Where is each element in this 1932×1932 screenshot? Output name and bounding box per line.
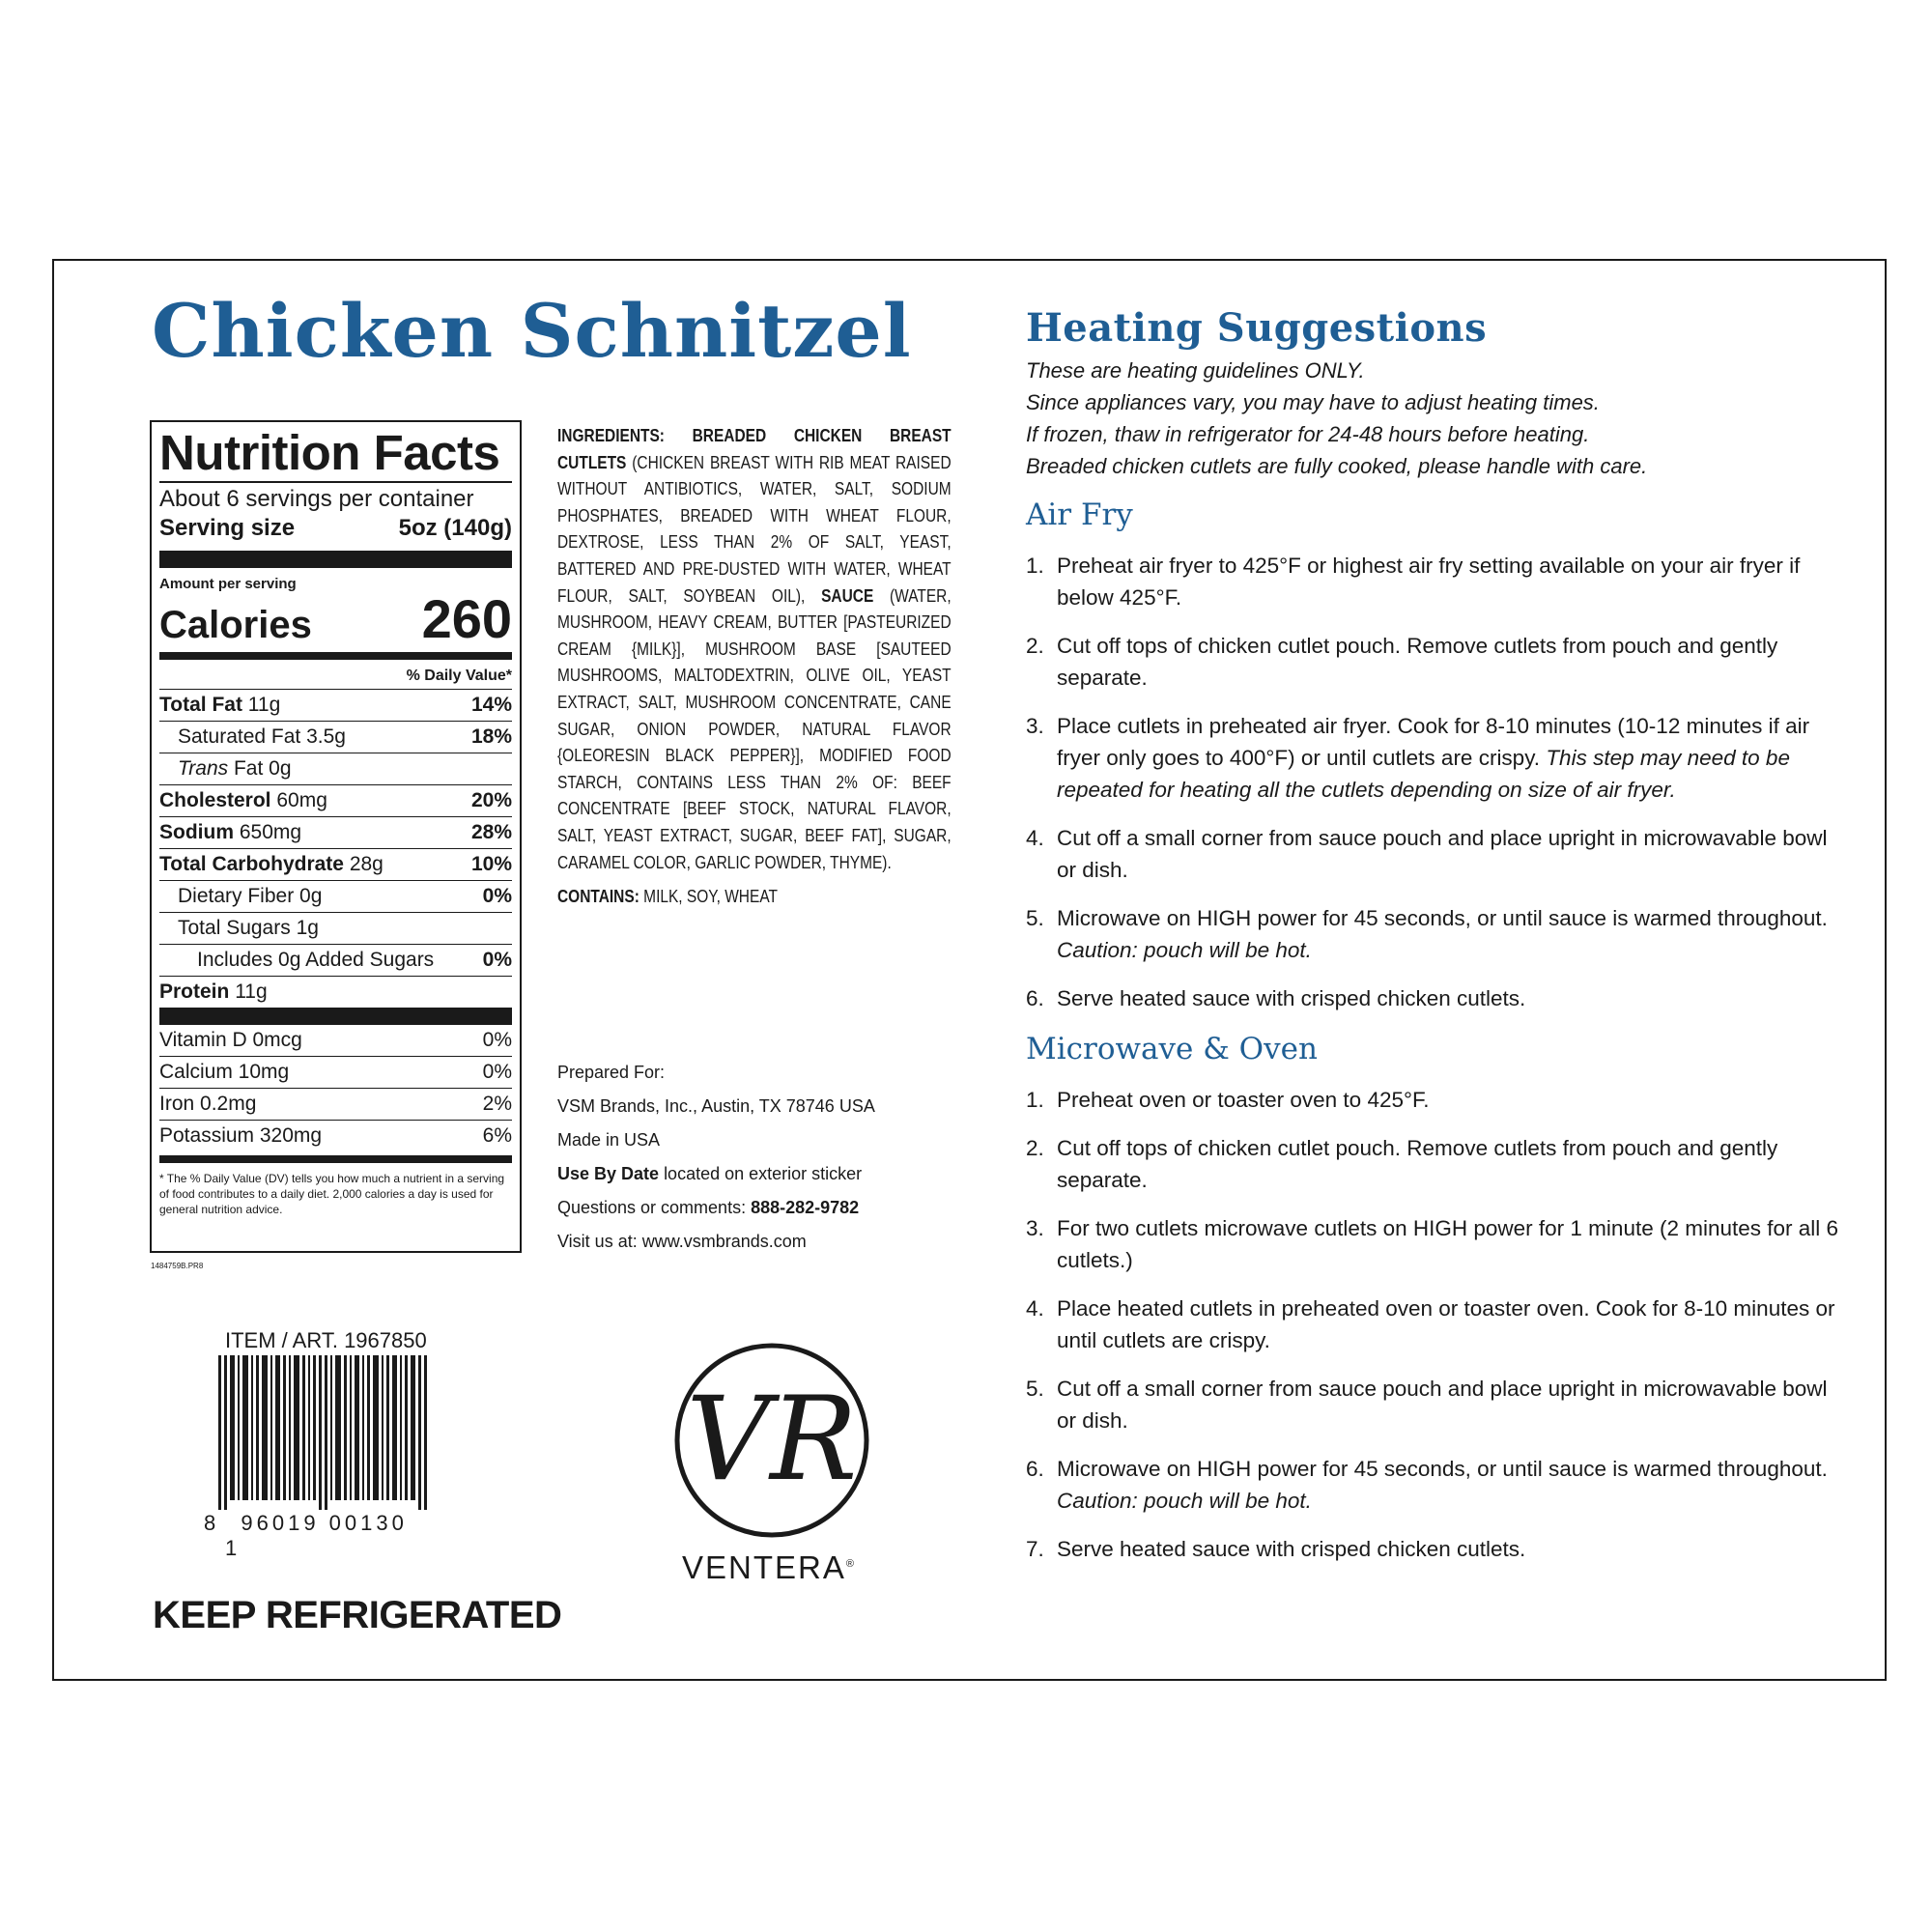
package-panel (52, 259, 1887, 1681)
nutrient-dv: 0% (482, 885, 512, 907)
step-number: 2. (1026, 1136, 1044, 1160)
air-fry-title: Air Fry (1026, 497, 1133, 532)
barcode-digits-middle: 96019 00130 (241, 1511, 408, 1535)
step-number: 3. (1026, 714, 1044, 738)
step-text: Preheat air fryer to 425°F or highest air fry setting available on your air fryer if below 425°F. (1057, 554, 1801, 610)
registered-mark: ® (845, 1558, 856, 1570)
nutrient-dv: 18% (470, 725, 512, 748)
step-number: 6. (1026, 1457, 1044, 1481)
prepared-for: Prepared For: (557, 1063, 666, 1082)
barcode-icon (218, 1355, 431, 1510)
step-text: Microwave on HIGH power for 45 seconds, or until sauce is warmed throughout. (1057, 1457, 1828, 1481)
ingredients-text (557, 423, 952, 876)
nutrient-row (159, 753, 512, 784)
step-number: 7. (1026, 1537, 1044, 1561)
nutrient-row (159, 976, 512, 1008)
nutrient-dv: 10% (470, 853, 512, 875)
vitamin-label: Calcium 10mg (159, 1061, 290, 1083)
nutrient-row (159, 880, 512, 912)
step-text: Place cutlets in preheated air fryer. Cook for 8-10 minutes (10-12 minutes if air fryer only goes to 400°F) or until cutlets are crispy. (1057, 714, 1810, 770)
nutrient-amount: 1g (296, 917, 319, 939)
divider-thick (159, 551, 512, 568)
list-item (1026, 1453, 1847, 1517)
vitamin-dv: 0% (482, 1029, 512, 1051)
list-item (1026, 630, 1847, 694)
microwave-oven-title: Microwave & Oven (1026, 1032, 1318, 1066)
vitamin-dv: 0% (482, 1061, 512, 1083)
nutrient-label: Protein (159, 980, 230, 1003)
nutrient-amount: Fat 0g (233, 757, 292, 780)
vitamin-row (159, 1056, 512, 1088)
logo-monogram: VR (686, 1373, 858, 1507)
daily-value-header: % Daily Value* (406, 668, 512, 684)
nutrient-row (159, 848, 512, 880)
barcode-digit-right: 1 (225, 1536, 238, 1560)
nutrient-row (159, 816, 512, 848)
barcode-number (204, 1511, 436, 1561)
allergen-statement (557, 884, 952, 911)
brand-name (682, 1549, 856, 1586)
list-item (1026, 982, 1847, 1014)
nutrient-amount: 0g (299, 885, 323, 907)
vitamin-row (159, 1025, 512, 1056)
keep-refrigerated: KEEP REFRIGERATED (153, 1594, 562, 1636)
nutrition-facts-panel (150, 420, 522, 1253)
calories-value: 260 (421, 588, 512, 649)
nutrient-label: Dietary Fiber (178, 885, 295, 907)
step-text: Cut off a small corner from sauce pouch and place upright in microwavable bowl or dish. (1057, 826, 1828, 882)
step-text: Cut off tops of chicken cutlet pouch. Remove cutlets from pouch and gently separate. (1057, 634, 1778, 690)
product-title: Chicken Schnitzel (152, 288, 912, 374)
serving-size-label: Serving size (159, 515, 296, 541)
nutrient-label: Total Carbohydrate (159, 853, 344, 875)
list-item (1026, 1212, 1847, 1276)
ventera-logo-icon (661, 1329, 883, 1551)
list-item (1026, 1293, 1847, 1356)
ingredients-cutlets-heading: BREADED CHICKEN BREAST CUTLETS (557, 426, 952, 472)
ingredients-label: INGREDIENTS: (557, 426, 665, 445)
item-number: ITEM / ART. 1967850 (225, 1328, 427, 1352)
step-number: 4. (1026, 1296, 1044, 1321)
questions-line (557, 1191, 875, 1225)
questions-label: Questions or comments: (557, 1198, 747, 1217)
serving-size-row (159, 514, 512, 543)
vitamin-dv: 2% (482, 1093, 512, 1115)
intro-line: Breaded chicken cutlets are fully cooked, please handle with care. (1026, 454, 1648, 478)
nutrient-row (159, 784, 512, 816)
step-note: This step may need to be repeated for heating all the cutlets depending on size of air fryer. (1057, 746, 1790, 802)
daily-value-footnote: * The % Daily Value (DV) tells you how much a nutrient in a serving of food contributes to a daily diet. 2,000 calories a day is used for general nutrition advice. (159, 1172, 505, 1216)
nutrient-row (159, 912, 512, 944)
ingredients-sauce: (WATER, MUSHROOM, HEAVY CREAM, BUTTER [PASTEURIZED CREAM {MILK}], MUSHROOM BASE [SAUTEED MUSHROOMS, MALTODEXTRIN, OLIVE OIL, YEAST EXTRACT, SALT, MUSHROOM CONCENTRATE, CANE SUGAR, ONION POWDER, NATURAL FLAVOR {OLEORESIN BLACK PEPPER}], MODIFIED FOOD STARCH, CONTAINS LESS THAN 2% OF: BEEF CONCENTRATE [BEEF STOCK, NATURAL FLAVOR, SALT, YEAST EXTRACT, SUGAR, BEEF FAT], SUGAR, CARAMEL COLOR, GARLIC POWDER, THYME). (557, 585, 952, 872)
step-text: Microwave on HIGH power for 45 seconds, or until sauce is warmed throughout. (1057, 906, 1828, 930)
use-by-date (557, 1157, 875, 1191)
phone-number: 888-282-9782 (751, 1198, 860, 1217)
microwave-oven-steps (1026, 1084, 1847, 1565)
divider-thick (159, 1008, 512, 1025)
list-item (1026, 1132, 1847, 1196)
list-item (1026, 902, 1847, 966)
nutrient-label: Total Sugars (178, 917, 291, 939)
step-note: Caution: pouch will be hot. (1057, 1489, 1312, 1513)
website-line: Visit us at: www.vsmbrands.com (557, 1232, 807, 1251)
serving-size-value: 5oz (140g) (398, 515, 512, 541)
divider-medium (159, 652, 512, 660)
nutrient-row (159, 944, 512, 976)
list-item (1026, 1373, 1847, 1436)
list-item (1026, 550, 1847, 613)
company-info (557, 1056, 875, 1259)
vitamin-row (159, 1088, 512, 1120)
step-note: Caution: pouch will be hot. (1057, 938, 1312, 962)
step-number: 5. (1026, 906, 1044, 930)
vitamin-label: Vitamin D 0mcg (159, 1029, 302, 1051)
heating-suggestions (1026, 305, 1847, 1565)
nutrient-row (159, 689, 512, 721)
nutrient-amount: 28g (349, 853, 384, 875)
nutrient-label: Sodium (159, 821, 234, 843)
barcode-digit-left: 8 (204, 1511, 216, 1535)
nutrient-dv: 0% (482, 949, 512, 971)
step-number: 1. (1026, 1088, 1044, 1112)
nutrient-amount: 11g (247, 694, 281, 716)
nutrient-label: Includes 0g Added Sugars (197, 949, 435, 971)
amount-per-serving: Amount per serving (159, 576, 297, 592)
step-text: Serve heated sauce with crisped chicken cutlets. (1057, 986, 1526, 1010)
nutrient-amount: 11g (235, 980, 268, 1003)
vitamin-label: Iron 0.2mg (159, 1093, 257, 1115)
vitamin-dv: 6% (482, 1124, 512, 1147)
step-text: For two cutlets microwave cutlets on HIGH power for 1 minute (2 minutes for all 6 cutlets.) (1057, 1216, 1839, 1272)
intro-line: If frozen, thaw in refrigerator for 24-48 hours before heating. (1026, 422, 1590, 446)
step-text: Place heated cutlets in preheated oven or toaster oven. Cook for 8-10 minutes or until cutlets are crispy. (1057, 1296, 1835, 1352)
company-address: VSM Brands, Inc., Austin, TX 78746 USA (557, 1096, 875, 1116)
nutrient-dv: 20% (470, 789, 512, 811)
nutrient-label: Saturated Fat (178, 725, 301, 748)
step-number: 6. (1026, 986, 1044, 1010)
vitamin-row (159, 1120, 512, 1151)
vitamin-label: Potassium 320mg (159, 1124, 323, 1147)
list-item (1026, 1533, 1847, 1565)
step-text: Cut off tops of chicken cutlet pouch. Remove cutlets from pouch and gently separate. (1057, 1136, 1778, 1192)
step-text: Cut off a small corner from sauce pouch and place upright in microwavable bowl or dish. (1057, 1377, 1828, 1433)
intro-line: These are heating guidelines ONLY. (1026, 358, 1365, 383)
nutrient-dv: 14% (470, 694, 512, 716)
step-number: 5. (1026, 1377, 1044, 1401)
servings-per-container: About 6 servings per container (159, 481, 512, 514)
intro-line: Since appliances vary, you may have to adjust heating times. (1026, 390, 1600, 414)
nutrient-dv: 28% (470, 821, 512, 843)
nutrient-label: Total Fat (159, 694, 242, 716)
divider-medium (159, 1155, 512, 1163)
ingredients-sauce-heading: SAUCE (821, 585, 874, 606)
nutrient-amount: 3.5g (306, 725, 346, 748)
use-by-text: located on exterior sticker (664, 1164, 863, 1183)
nutrient-label: Cholesterol (159, 789, 271, 811)
brand-wordmark: VENTERA (682, 1549, 846, 1585)
list-item (1026, 822, 1847, 886)
step-number: 4. (1026, 826, 1044, 850)
step-number: 3. (1026, 1216, 1044, 1240)
air-fry-steps (1026, 550, 1847, 1014)
made-in: Made in USA (557, 1130, 661, 1150)
calories-row (159, 588, 512, 649)
contains-label: CONTAINS: (557, 887, 639, 907)
nutrient-amount: 60mg (276, 789, 327, 811)
heating-intro (1026, 355, 1847, 482)
step-text: Serve heated sauce with crisped chicken cutlets. (1057, 1537, 1526, 1561)
label-code: 1484759B.PR8 (151, 1262, 204, 1270)
step-text: Preheat oven or toaster oven to 425°F. (1057, 1088, 1430, 1112)
use-by-label: Use By Date (557, 1164, 660, 1183)
calories-label: Calories (159, 604, 312, 646)
nutrient-amount: 650mg (239, 821, 302, 843)
list-item (1026, 1084, 1847, 1116)
contains-value: MILK, SOY, WHEAT (643, 887, 778, 907)
nutrition-facts-title: Nutrition Facts (159, 425, 500, 480)
ingredients-cutlets: (CHICKEN BREAST WITH RIB MEAT RAISED WITHOUT ANTIBIOTICS, WATER, SALT, SODIUM PHOSPHATES, BREADED WITH WHEAT FLOUR, DEXTROSE, LESS THAN 2% OF SALT, YEAST, BATTERED AND PRE-DUSTED WITH WATER, WHEAT FLOUR, SALT, SOYBEAN OIL), (557, 452, 952, 606)
nutrient-label: Trans (178, 757, 229, 780)
step-number: 1. (1026, 554, 1044, 578)
ingredients-block (557, 423, 952, 911)
step-number: 2. (1026, 634, 1044, 658)
nutrient-row (159, 721, 512, 753)
heating-title: Heating Suggestions (1026, 305, 1488, 351)
list-item (1026, 710, 1847, 806)
